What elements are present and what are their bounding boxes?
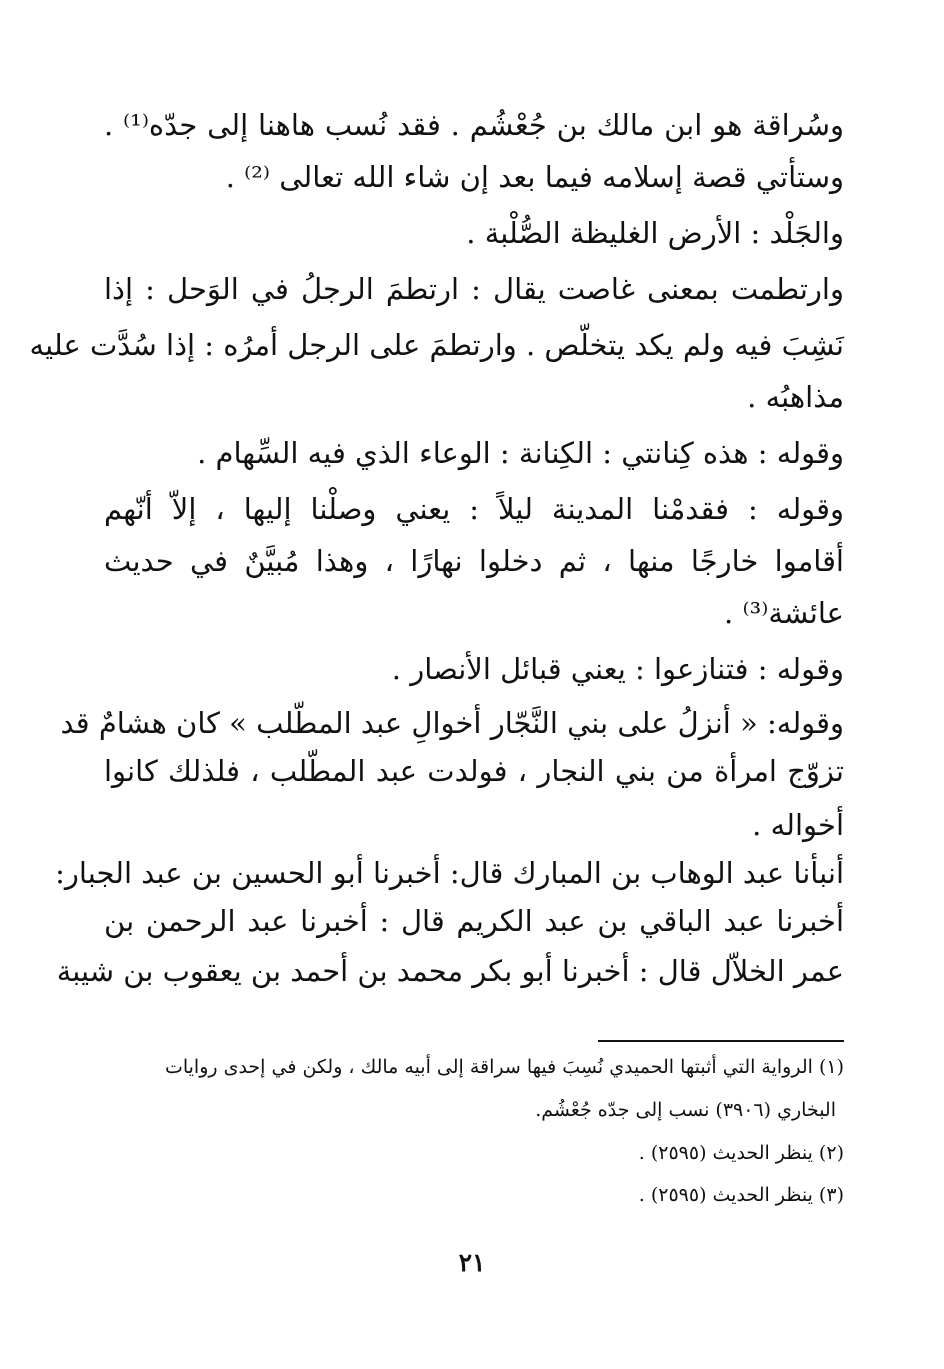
- text-line: وقوله : هذه كِنانتي : الكِنانة : الوعاء الذي فيه السِّهام .: [197, 436, 844, 470]
- text-line: وارتطمت بمعنى غاصت يقال : ارتطمَ الرجلُ في الوَحل : إذا: [104, 272, 844, 306]
- text-line: نَشِبَ فيه ولم يكد يتخلّص . وارتطمَ على الرجل أمرُه : إذا سُدَّت عليه: [29, 328, 844, 362]
- footnote-separator: [598, 1040, 844, 1042]
- footnote-1-continued: البخاري (٣٩٠٦) نسب إلى جدّه جُعْشُم.: [535, 1099, 836, 1121]
- text-line: وقوله : فقدمْنا المدينة ليلاً : يعني وصلْنا إليها ، إلاّ أنّهم: [104, 492, 844, 526]
- text-line: مذاهبُه .: [747, 380, 844, 414]
- text-line: أخبرنا عبد الباقي بن عبد الكريم قال : أخبرنا عبد الرحمن بن: [104, 904, 844, 938]
- text-line: عائشة⁽³⁾ .: [724, 596, 844, 630]
- text-line: وسُراقة هو ابن مالك بن جُعْشُم . فقد نُسب هاهنا إلى جدّه⁽¹⁾ .: [104, 108, 844, 142]
- text-line: عمر الخلاّل قال : أخبرنا أبو بكر محمد بن أحمد بن يعقوب بن شيبة: [56, 954, 844, 988]
- text-line: وستأتي قصة إسلامه فيما بعد إن شاء الله تعالى ⁽²⁾ .: [225, 160, 844, 194]
- text-line: تزوّج امرأة من بني النجار ، فولدت عبد المطّلب ، فلذلك كانوا: [104, 754, 844, 788]
- text-line: أنبأنا عبد الوهاب بن المبارك قال: أخبرنا أبو الحسين بن عبد الجبار:: [55, 856, 844, 890]
- page-number: ٢١: [458, 1248, 486, 1277]
- text-line: وقوله : فتنازعوا : يعني قبائل الأنصار .: [391, 652, 844, 686]
- text-line: وقوله: « أنزلُ على بني النَّجّار أخوالِ عبد المطّلب » كان هشامٌ قد: [60, 706, 844, 740]
- footnote-1: (١) الرواية التي أثبتها الحميدي نُسِبَ فيها سراقة إلى أبيه مالك ، ولكن في إحدى روايات: [164, 1056, 844, 1078]
- main-text: [29, 0, 844, 1010]
- footnote-3: (٣) ينظر الحديث (٢٥٩٥) .: [638, 1184, 844, 1206]
- text-line: أخواله .: [752, 808, 844, 842]
- text-line: والجَلْد : الأرض الغليظة الصُّلْبة .: [466, 216, 844, 250]
- footnote-2: (٢) ينظر الحديث (٢٥٩٥) .: [638, 1142, 844, 1164]
- text-line: أقاموا خارجًا منها ، ثم دخلوا نهارًا ، وهذا مُبيَّنٌ في حديث: [104, 544, 844, 578]
